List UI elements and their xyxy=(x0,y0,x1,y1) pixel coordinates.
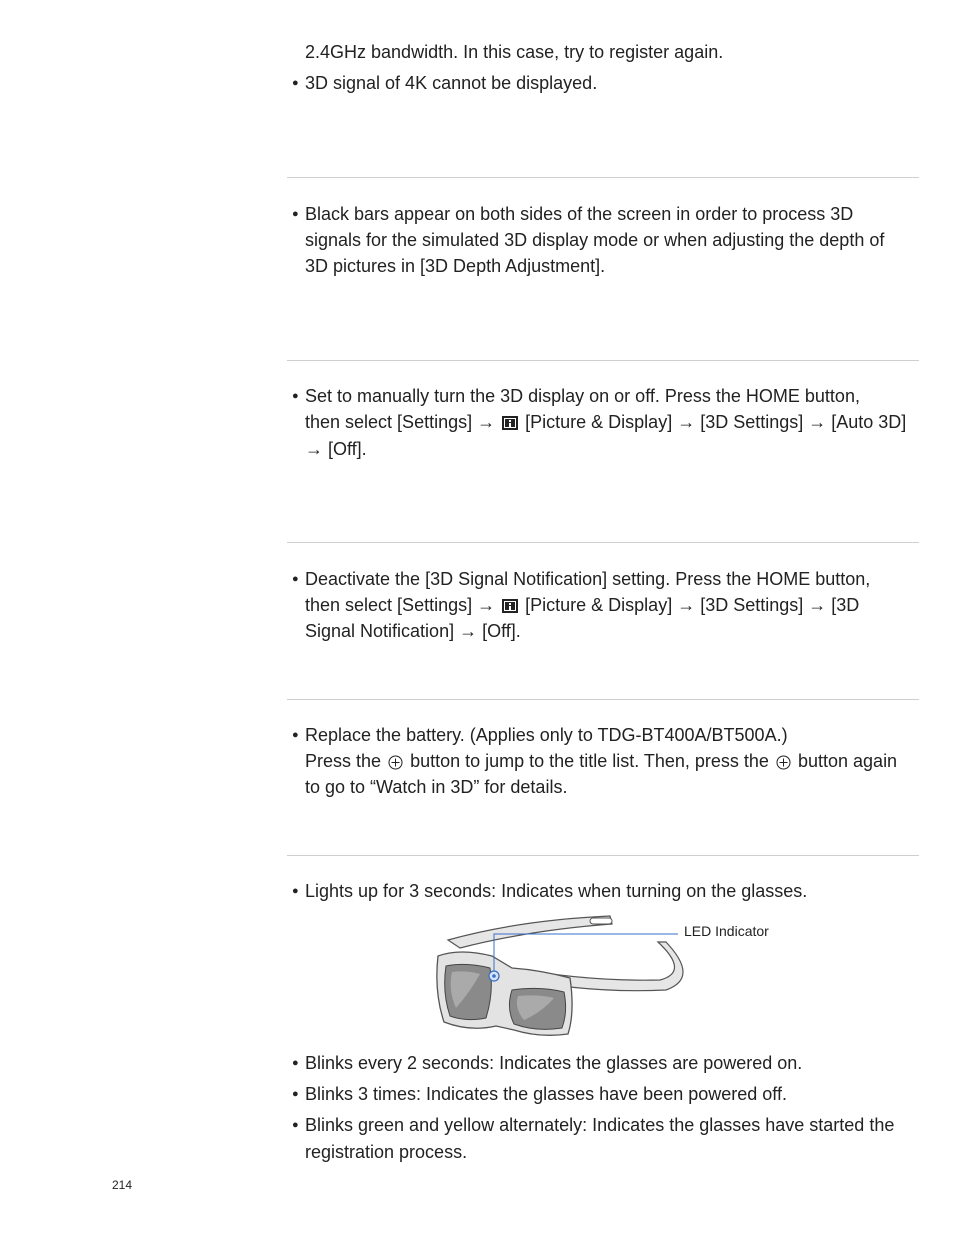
option-plus-icon xyxy=(776,751,791,766)
text-span: then select [Settings] → xyxy=(305,595,496,615)
page-number: 214 xyxy=(112,1178,133,1192)
bullet-dot: ● xyxy=(292,390,299,402)
bullet-text-cont xyxy=(305,409,906,435)
bullet-text: Black bars appear on both sides of the screen in order to process 3D xyxy=(305,204,854,224)
text-span: Press the xyxy=(305,751,382,771)
bullet-dot: ● xyxy=(292,573,299,585)
bullet-text: Set to manually turn the 3D display on or off. Press the HOME button, xyxy=(305,386,860,406)
picture-display-icon xyxy=(502,411,518,425)
text-span: then select [Settings] → xyxy=(305,412,496,432)
section-divider xyxy=(287,699,919,700)
bullet-dot: ● xyxy=(292,77,299,89)
section-divider xyxy=(287,360,919,361)
bullet-dot: ● xyxy=(292,1088,299,1100)
bullet-text: Replace the battery. (Applies only to TDG-BT400A/BT500A.) xyxy=(305,725,788,745)
bullet-text: Blinks every 2 seconds: Indicates the glasses are powered on. xyxy=(305,1053,803,1073)
bullet-text-cont xyxy=(305,592,859,618)
picture-display-icon xyxy=(502,594,518,608)
text-span: button to jump to the title list. Then, press the xyxy=(410,751,769,771)
option-plus-icon xyxy=(388,751,403,766)
section-divider xyxy=(287,542,919,543)
bullet-text: Lights up for 3 seconds: Indicates when turning on the glasses. xyxy=(305,881,808,901)
bullet-dot: ● xyxy=(292,1057,299,1069)
bullet-text: 3D signal of 4K cannot be displayed. xyxy=(305,73,598,93)
bullet-text-cont xyxy=(305,748,897,774)
bullet-dot: ● xyxy=(292,729,299,741)
bullet-text: Blinks 3 times: Indicates the glasses have been powered off. xyxy=(305,1084,787,1104)
bullet-text-cont: 3D pictures in [3D Depth Adjustment]. xyxy=(305,256,606,276)
bullet-dot: ● xyxy=(292,1119,299,1131)
text-span: [Picture & Display] → [3D Settings] → [3D xyxy=(525,595,860,615)
bullet-text: Deactivate the [3D Signal Notification] setting. Press the HOME button, xyxy=(305,569,871,589)
bullet-text-cont: to go to “Watch in 3D” for details. xyxy=(305,777,568,797)
section-divider xyxy=(287,177,919,178)
bullet-text-cont: → [Off]. xyxy=(305,439,367,459)
led-indicator-label: LED Indicator xyxy=(684,923,769,939)
bullet-dot: ● xyxy=(292,208,299,220)
text-line: 2.4GHz bandwidth. In this case, try to register again. xyxy=(305,42,724,62)
text-span: button again xyxy=(797,751,898,771)
section-divider xyxy=(287,855,919,856)
bullet-text-cont: Signal Notification] → [Off]. xyxy=(305,621,521,641)
bullet-text-cont: registration process. xyxy=(305,1142,468,1162)
text-span: [Picture & Display] → [3D Settings] → [Auto 3D] xyxy=(525,412,907,432)
bullet-dot: ● xyxy=(292,885,299,897)
bullet-text-cont: signals for the simulated 3D display mode or when adjusting the depth of xyxy=(305,230,885,250)
bullet-text: Blinks green and yellow alternately: Indicates the glasses have started the xyxy=(305,1115,895,1135)
